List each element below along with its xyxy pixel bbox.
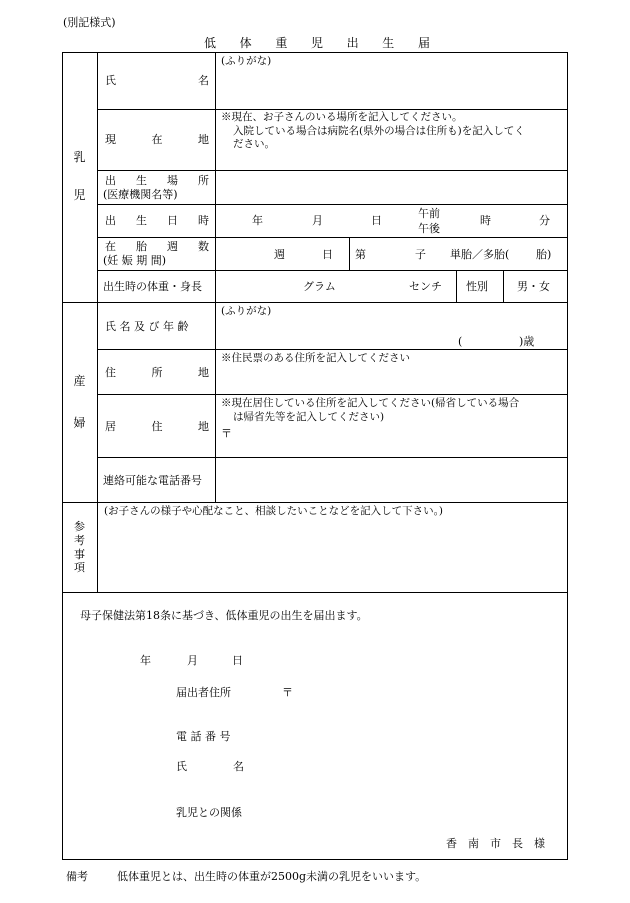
title-char: 低 (204, 36, 217, 50)
birth-year-unit: 年 (252, 214, 263, 227)
divider (62, 302, 568, 303)
section-char: 婦 (73, 415, 86, 430)
section-char: 事 (74, 547, 85, 561)
title-char: 届 (417, 36, 430, 50)
postal-mark: 〒 (221, 427, 232, 440)
infant-address-label: 現 在 地 (105, 133, 209, 146)
title-char: 児 (310, 36, 323, 50)
birthplace-field[interactable] (216, 171, 567, 203)
infant-address-note: ※現在、お子さんのいる場所を記入してください。 入院している場合は病院名(県外の場合は住所も)を記入してく ださい。 (221, 111, 525, 151)
divider (97, 270, 568, 271)
remark-text: 低体重児とは、出生時の体重が2500g未満の乳児をいいます。 (117, 870, 427, 883)
divider (349, 237, 350, 270)
section-char: 乳 (73, 150, 86, 164)
section-label-mother (62, 374, 97, 431)
days-unit: 日 (322, 248, 333, 261)
notifier-phone-label: 電 話 番 号 (176, 730, 231, 743)
title-char: 体 (239, 36, 252, 50)
divider (215, 52, 216, 502)
form-tag: (別記様式) (63, 16, 116, 29)
mother-name-age-label: 氏 名 及 び 年 齢 (105, 320, 189, 333)
section-label-infant (62, 150, 97, 203)
weeks-unit: 週 (274, 248, 285, 261)
title-char: 重 (275, 36, 288, 50)
age-paren-open: ( (458, 335, 463, 348)
birthdate-label: 出 生 日 時 (105, 214, 209, 227)
gestation-sublabel: (妊 娠 期 間) (103, 254, 167, 267)
multiplicity-label: 単胎／多胎( (450, 248, 510, 261)
title-char: 生 (382, 36, 395, 50)
divider (97, 237, 568, 238)
divider (97, 109, 568, 110)
section-label-reference (62, 520, 97, 575)
form-title (204, 36, 430, 52)
birthplace-label: 出 生 場 所 (105, 174, 209, 187)
divider (62, 502, 568, 503)
divider (97, 204, 568, 205)
infant-name-field[interactable] (216, 70, 567, 108)
gestation-label: 在 胎 週 数 (105, 240, 209, 253)
notifier-postal-mark: 〒 (282, 686, 293, 699)
mother-phone-field[interactable] (216, 458, 567, 501)
birth-day-unit: 日 (371, 214, 382, 227)
title-char: 出 (346, 36, 359, 50)
relation-label: 乳児との関係 (176, 806, 242, 819)
grams-unit: グラム (303, 280, 336, 293)
sex-options[interactable]: 男・女 (517, 280, 550, 293)
mother-furigana: (ふりがな) (221, 305, 272, 317)
addressee: 香 南 市 長 様 (446, 837, 545, 850)
mother-phone-label: 連絡可能な電話番号 (103, 474, 202, 487)
am-label: 午前 (418, 207, 440, 220)
notifier-name-label: 氏 名 (176, 760, 244, 773)
section-char: 項 (74, 561, 85, 575)
mother-address-label: 住 所 地 (105, 366, 209, 379)
declaration-statement: 母子保健法第18条に基づき、低体重児の出生を届出ます。 (80, 609, 368, 622)
divider (97, 349, 568, 350)
reference-note: (お子さんの様子や心配なこと、相談したいことなどを記入して下さい。) (104, 505, 443, 517)
divider (456, 270, 457, 302)
infant-name-label: 氏 名 (105, 74, 209, 87)
divider (97, 394, 568, 395)
section-char: 考 (74, 533, 85, 547)
birth-minute-unit: 分 (539, 214, 550, 227)
birth-hour-unit: 時 (480, 214, 491, 227)
notifier-address-label: 届出者住所 (176, 686, 231, 699)
divider (97, 52, 98, 592)
mother-address-note: ※住民票のある住所を記入してください (221, 352, 410, 364)
birth-order-suffix: 子 (415, 248, 426, 261)
remark-label: 備考 (66, 870, 88, 883)
weight-height-label: 出生時の体重・身長 (103, 280, 202, 293)
reference-field[interactable] (98, 520, 567, 591)
declaration-month-unit: 月 (187, 654, 198, 667)
birthplace-sublabel: (医療機関名等) (103, 188, 178, 201)
birth-month-unit: 月 (312, 214, 323, 227)
sex-label: 性別 (466, 280, 488, 293)
pm-label: 午後 (418, 222, 440, 235)
cm-unit: センチ (409, 280, 442, 293)
section-char: 産 (73, 374, 86, 388)
declaration-year-unit: 年 (140, 654, 151, 667)
mother-residence-label: 居 住 地 (105, 420, 209, 433)
multiplicity-suffix: 胎) (536, 248, 552, 261)
age-unit: )歳 (519, 335, 535, 348)
divider (62, 592, 568, 593)
birth-order-prefix: 第 (355, 248, 366, 261)
section-char: 児 (73, 187, 86, 202)
mother-residence-note: ※現在居住している住所を記入してください(帰省している場合 は帰省先等を記入してください) (221, 397, 520, 423)
divider (503, 270, 504, 302)
section-char: 参 (74, 520, 85, 533)
infant-furigana: (ふりがな) (221, 55, 272, 67)
declaration-day-unit: 日 (232, 654, 243, 667)
